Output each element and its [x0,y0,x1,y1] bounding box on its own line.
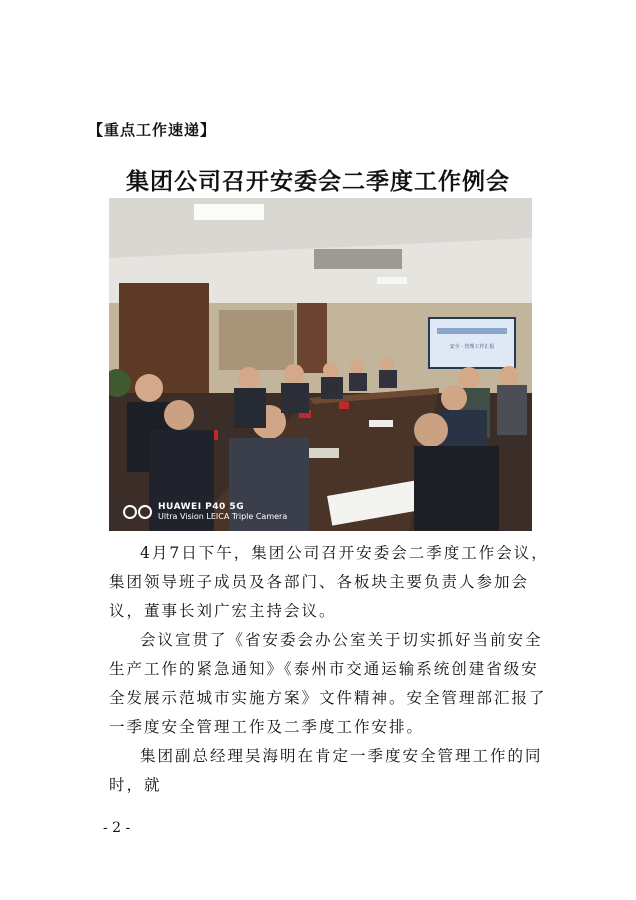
meeting-scene-illustration [109,198,532,531]
paragraph-3: 集团副总经理吴海明在肯定一季度安全管理工作的同时，就 [109,747,543,794]
section-tag: 【重点工作速递】 [88,121,217,139]
paragraph-2: 会议宣贯了《省安委会办公室关于切实抓好当前安全生产工作的紧急通知》《泰州市交通运输系统创建省级安全发展示范城市实施方案》文件精神。安全管理部汇报了一季度安全管理工作及二季度工作安排。 [109,631,547,736]
meeting-photo [109,198,532,531]
paragraph-1: 4月7日下午，集团公司召开安委会二季度工作会议，集团领导班子成员及各部门、各板块主要负责人参加会议，董事长刘广宏主持会议。 [109,544,549,620]
camera-model: HUAWEI P40 5G [158,502,245,512]
camera-watermark [123,502,287,522]
camera-description: Ultra Vision LEICA Triple Camera [158,512,288,521]
screen-text: 安全 · 管理工作汇报 [449,344,495,350]
page-number: - 2 - [103,820,131,836]
article-title: 集团公司召开安委会二季度工作例会 [126,169,510,195]
camera-rings-icon [123,505,152,519]
